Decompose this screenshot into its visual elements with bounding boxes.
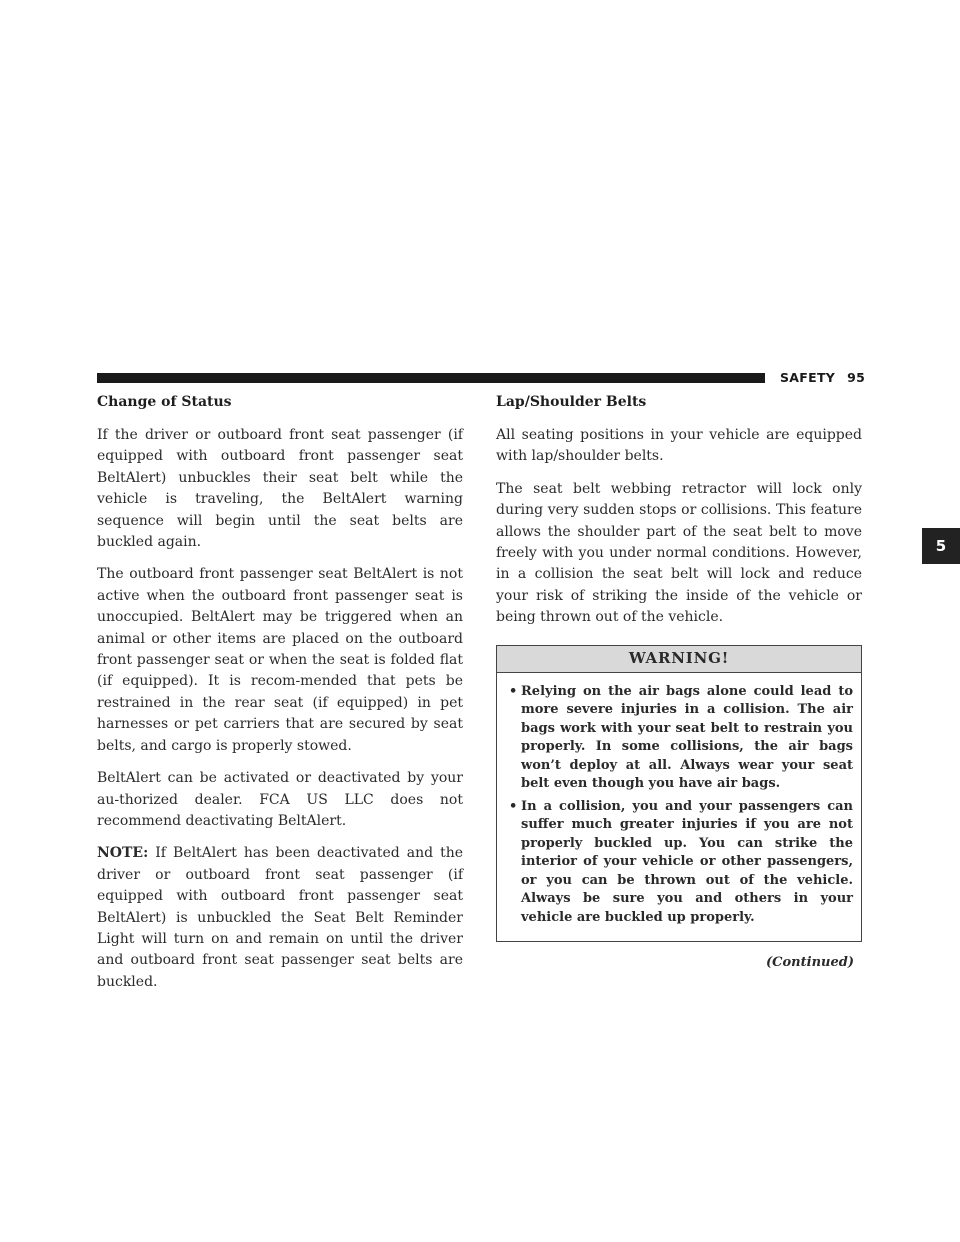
- paragraph: The seat belt webbing retractor will lock only during very sudden stops or collisions. This feature allows the shoulder part of the seat belt to move freely with you under normal conditions. However, in a collision the seat belt will lock and reduce your risk of striking the inside of the vehicle or being thrown out of the vehicle.: [496, 480, 862, 626]
- warning-title: WARNING!: [497, 646, 861, 673]
- running-header: [780, 370, 865, 385]
- left-column: [97, 392, 463, 1004]
- warning-item-text: Relying on the air bags alone could lead to more severe injuries in a collision. The air bags work with your seat belt to restrain you properly. In some collisions, the air bags won’t deploy at all. Always wear your seat belt even though you have air bags.: [521, 683, 853, 792]
- paragraph: All seating positions in your vehicle are equipped with lap/shoulder belts.: [496, 427, 862, 465]
- note-label: NOTE:: [97, 845, 149, 862]
- warning-list: [497, 673, 861, 942]
- bullet-icon: •: [509, 798, 518, 814]
- paragraph: BeltAlert can be activated or deactivated by your au-thorized dealer. FCA US LLC does not recommend deactivating BeltAlert.: [97, 770, 463, 829]
- warning-item: [509, 798, 853, 928]
- section-heading-change-of-status: Change of Status: [97, 394, 232, 410]
- paragraph: If the driver or outboard front seat passenger (if equipped with outboard front passenger seat BeltAlert) unbuckles their seat belt while the vehicle is traveling, the BeltAlert warning sequence will begin until the seat belts are buckled again.: [97, 427, 463, 551]
- note-text: If BeltAlert has been deactivated and the driver or outboard front seat passenger (if equipped with outboard front passenger seat BeltAlert) is unbuckled the Seat Belt Reminder Light will turn on and remain on until the driver and outboard front seat passenger seat belts are buckled.: [97, 845, 463, 990]
- header-rule: [97, 373, 765, 383]
- right-column: [496, 392, 862, 974]
- warning-item: [509, 683, 853, 794]
- chapter-tab[interactable]: 5: [922, 528, 960, 564]
- note-paragraph: [97, 843, 463, 993]
- bullet-icon: •: [509, 683, 518, 699]
- warning-item-text: In a collision, you and your passengers can suffer much greater injuries if you are not properly buckled up. You can strike the interior of your vehicle or other passengers, or you can be thrown out of the vehicle. Always be sure you and others in your vehicle are buckled up properly.: [521, 798, 853, 925]
- section-heading-lap-shoulder-belts: Lap/Shoulder Belts: [496, 394, 647, 410]
- continued-label: (Continued): [766, 955, 854, 971]
- paragraph: The outboard front passenger seat BeltAlert is not active when the outboard front passenger seat is unoccupied. BeltAlert may be triggered when an animal or other items are placed on the outboard front passenger seat or when the seat is folded flat (if equipped). It is recom-mended that pets be restrained in the rear seat (if equipped) in pet harnesses or pet carriers that are secured by seat belts, and cargo is properly stowed.: [97, 566, 463, 754]
- page-number: 95: [847, 370, 866, 385]
- section-title: SAFETY: [780, 370, 836, 385]
- warning-box: [496, 645, 862, 943]
